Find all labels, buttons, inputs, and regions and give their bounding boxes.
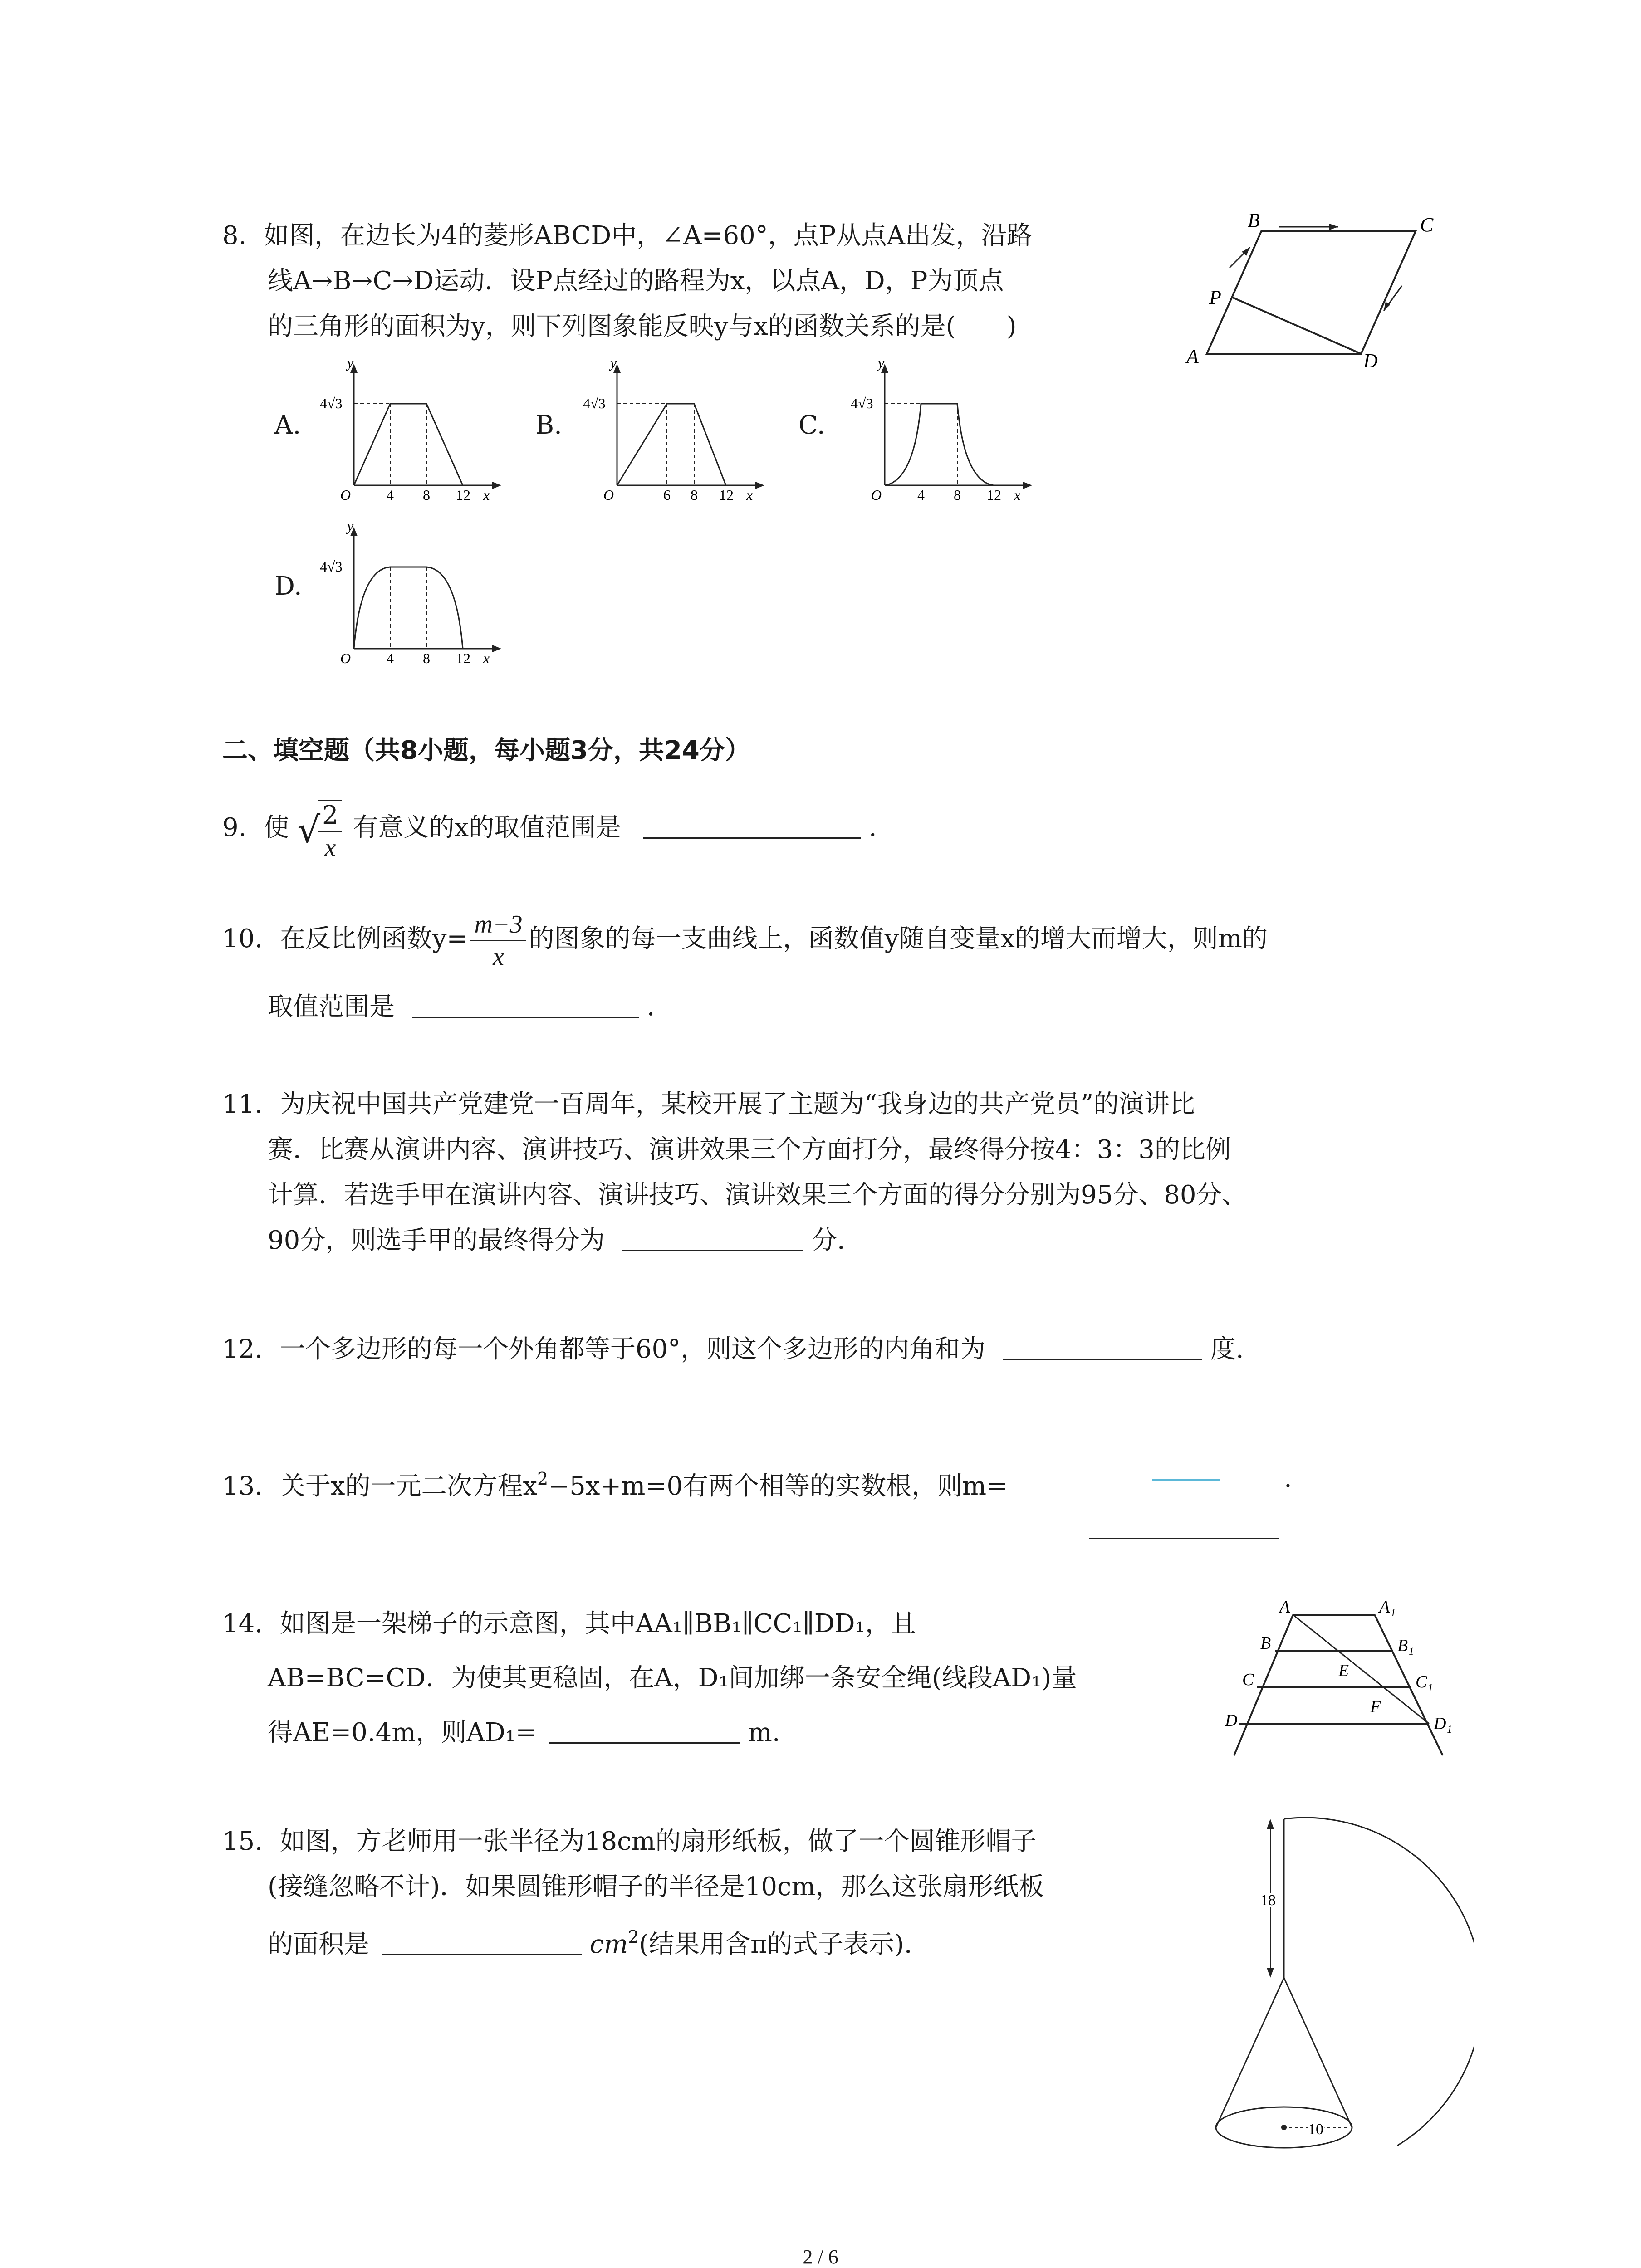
- q11-line2: 赛．比赛从演讲内容、演讲技巧、演讲效果三个方面打分，最终得分按4：3：3的比例: [268, 1135, 1231, 1164]
- q14-number: 14.: [222, 1609, 263, 1638]
- q14-line3: 得AE=0.4m，则AD₁= m.: [268, 1710, 780, 1755]
- q8-graph-c-tick-2: 8: [954, 487, 961, 503]
- q8-graph-d-x: x: [483, 650, 490, 666]
- q8-graph-c-x: x: [1014, 487, 1021, 503]
- q8-line1: 8. 如图，在边长为4的菱形ABCD中，∠A=60°，点P从点A出发，沿路: [222, 221, 1032, 250]
- q8-graph-c-ymax: 4√3: [851, 395, 873, 411]
- page-number: 2 / 6: [803, 2246, 838, 2268]
- q11-answer-blank[interactable]: [622, 1223, 803, 1251]
- q8-graph-d-tick-2: 8: [423, 650, 430, 666]
- q14-answer-blank[interactable]: [549, 1715, 740, 1744]
- q12: 12. 一个多边形的每一个外角都等于60°，则这个多边形的内角和为 度.: [222, 1327, 1244, 1372]
- q15-number: 15.: [222, 1827, 263, 1856]
- q14-label-c1: C₁: [1416, 1672, 1433, 1691]
- q8-graph-b-y: y: [610, 354, 617, 371]
- q8-number: 8.: [222, 221, 247, 250]
- q14-line1: 14. 如图是一架梯子的示意图，其中AA₁∥BB₁∥CC₁∥DD₁，且: [222, 1609, 916, 1638]
- q8-graph-a-x: x: [483, 487, 490, 503]
- q8-graph-b-x: x: [746, 487, 753, 503]
- q8-graph-a: [318, 354, 508, 503]
- q8-graph-a-y: y: [347, 354, 354, 371]
- q13-answer-blank[interactable]: [1089, 1510, 1279, 1539]
- q8-graph-d-y: y: [347, 518, 354, 534]
- q14-label-c: C: [1242, 1670, 1254, 1689]
- q15-answer-blank[interactable]: [382, 1927, 582, 1955]
- q11-line3: 计算．若选手甲在演讲内容、演讲技巧、演讲效果三个方面的得分分别为95分、80分、: [268, 1180, 1247, 1210]
- q8-graph-b-ymax: 4√3: [583, 395, 606, 411]
- q9-answer-blank[interactable]: [643, 810, 861, 839]
- q10-answer-blank[interactable]: [412, 989, 639, 1018]
- q8-label-b: B: [1248, 209, 1260, 231]
- q14-label-e: E: [1338, 1661, 1349, 1680]
- q10-fraction: $\frac{m-3}{x}$: [470, 912, 526, 969]
- q8-option-b-label: B.: [535, 411, 562, 440]
- q8-graph-b-origin: O: [603, 487, 614, 503]
- q11-number: 11.: [222, 1090, 263, 1119]
- q8-label-p: P: [1209, 286, 1221, 308]
- q15-base-label: 10: [1308, 2121, 1323, 2138]
- q14-label-b1: B₁: [1397, 1636, 1414, 1655]
- q8-graph-d-tick-3: 12: [456, 650, 470, 666]
- q8-label-c: C: [1420, 214, 1434, 236]
- q8-graph-d: [318, 517, 508, 667]
- q8-graph-d-tick-1: 4: [387, 650, 394, 666]
- q15-line3: 的面积是 $cm^2$(结果用含π的式子表示).: [268, 1927, 912, 1959]
- q14-ladder-figure: [1225, 1597, 1461, 1765]
- q8-label-a: A: [1186, 345, 1199, 367]
- q13: 13. 关于x的一元二次方程$x^2-5x+m=0$有两个相等的实数根，则m=: [222, 1469, 1008, 1501]
- q15-line1: 15. 如图，方老师用一张半径为18cm的扇形纸板，做了一个圆锥形帽子: [222, 1827, 1037, 1856]
- q8-graph-a-origin: O: [340, 487, 351, 503]
- q10-line1: 10. 在反比例函数y= $\frac{m-3}{x}$ 的图象的每一支曲线上，函数值y随自变量x的增大而增大，则m的: [222, 910, 1268, 971]
- q14-label-a: A: [1279, 1598, 1290, 1617]
- q9-number: 9.: [222, 813, 247, 842]
- q8-graph-c-tick-3: 12: [987, 487, 1001, 503]
- q8-graph-b-tick-3: 12: [719, 487, 734, 503]
- q8-graph-c-tick-1: 4: [917, 487, 925, 503]
- q8-graph-c-y: y: [878, 354, 885, 371]
- q14-line2: AB=BC=CD．为使其更稳固，在A，D₁间加绑一条安全绳(线段AD₁)量: [268, 1663, 1077, 1693]
- q14-label-d: D: [1225, 1711, 1238, 1730]
- q14-label-a1: A₁: [1379, 1598, 1396, 1617]
- q15-line2: (接缝忽略不计)．如果圆锥形帽子的半径是10cm，那么这张扇形纸板: [268, 1872, 1044, 1901]
- q8-graph-b-tick-2: 8: [691, 487, 698, 503]
- q8-graph-d-ymax: 4√3: [320, 558, 343, 575]
- q8-option-a-label: A.: [274, 411, 301, 440]
- q14-label-f: F: [1370, 1697, 1381, 1716]
- q8-graph-a-tick-3: 12: [456, 487, 470, 503]
- q8-graph-b-tick-1: 6: [663, 487, 671, 503]
- q15-cone-figure: [1202, 1810, 1474, 2191]
- q8-graph-a-ymax: 4√3: [320, 395, 343, 411]
- q8-graph-a-tick-1: 4: [387, 487, 394, 503]
- q8-graph-b: [581, 354, 771, 503]
- q8-line3: 的三角形的面积为y，则下列图象能反映y与x的函数关系的是( ): [268, 312, 1017, 341]
- q8-label-d: D: [1363, 350, 1378, 372]
- q8-graph-d-origin: O: [340, 650, 351, 666]
- q10-line2: 取值范围是 .: [268, 984, 655, 1030]
- q8-graph-c: [848, 354, 1039, 503]
- q10-number: 10.: [222, 924, 263, 953]
- q8-graph-c-origin: O: [871, 487, 882, 503]
- q8-option-c-label: C.: [798, 411, 825, 440]
- q12-number: 12.: [222, 1334, 263, 1364]
- q11-line1: 11. 为庆祝中国共产党建党一百周年，某校开展了主题为“我身边的共产党员”的演讲比: [222, 1090, 1195, 1119]
- q9-sqrt: √ $\frac{2}{x}$: [297, 797, 345, 862]
- q8-line2: 线A→B→C→D运动．设P点经过的路程为x，以点A，D，P为顶点: [268, 266, 1004, 296]
- q13-end: .: [1284, 1464, 1292, 1493]
- q15-radius-label: 18: [1260, 1892, 1276, 1909]
- q8-graph-a-tick-2: 8: [423, 487, 430, 503]
- q9: 9. 使 √ $\frac{2}{x}$ 有意义的x的取值范围是 .: [222, 796, 877, 862]
- q14-label-b: B: [1260, 1634, 1271, 1653]
- q14-label-d1: D₁: [1434, 1714, 1452, 1733]
- q12-answer-blank[interactable]: [1003, 1332, 1202, 1360]
- q8-rhombus-figure: [1166, 209, 1474, 372]
- section-heading: 二、填空题（共8小题，每小题3分，共24分）: [222, 736, 750, 765]
- q11-line4: 90分，则选手甲的最终得分为 分.: [268, 1218, 845, 1263]
- q13-number: 13.: [222, 1471, 263, 1501]
- q8-option-d-label: D.: [274, 572, 302, 601]
- q13-accent-line: [1152, 1479, 1220, 1481]
